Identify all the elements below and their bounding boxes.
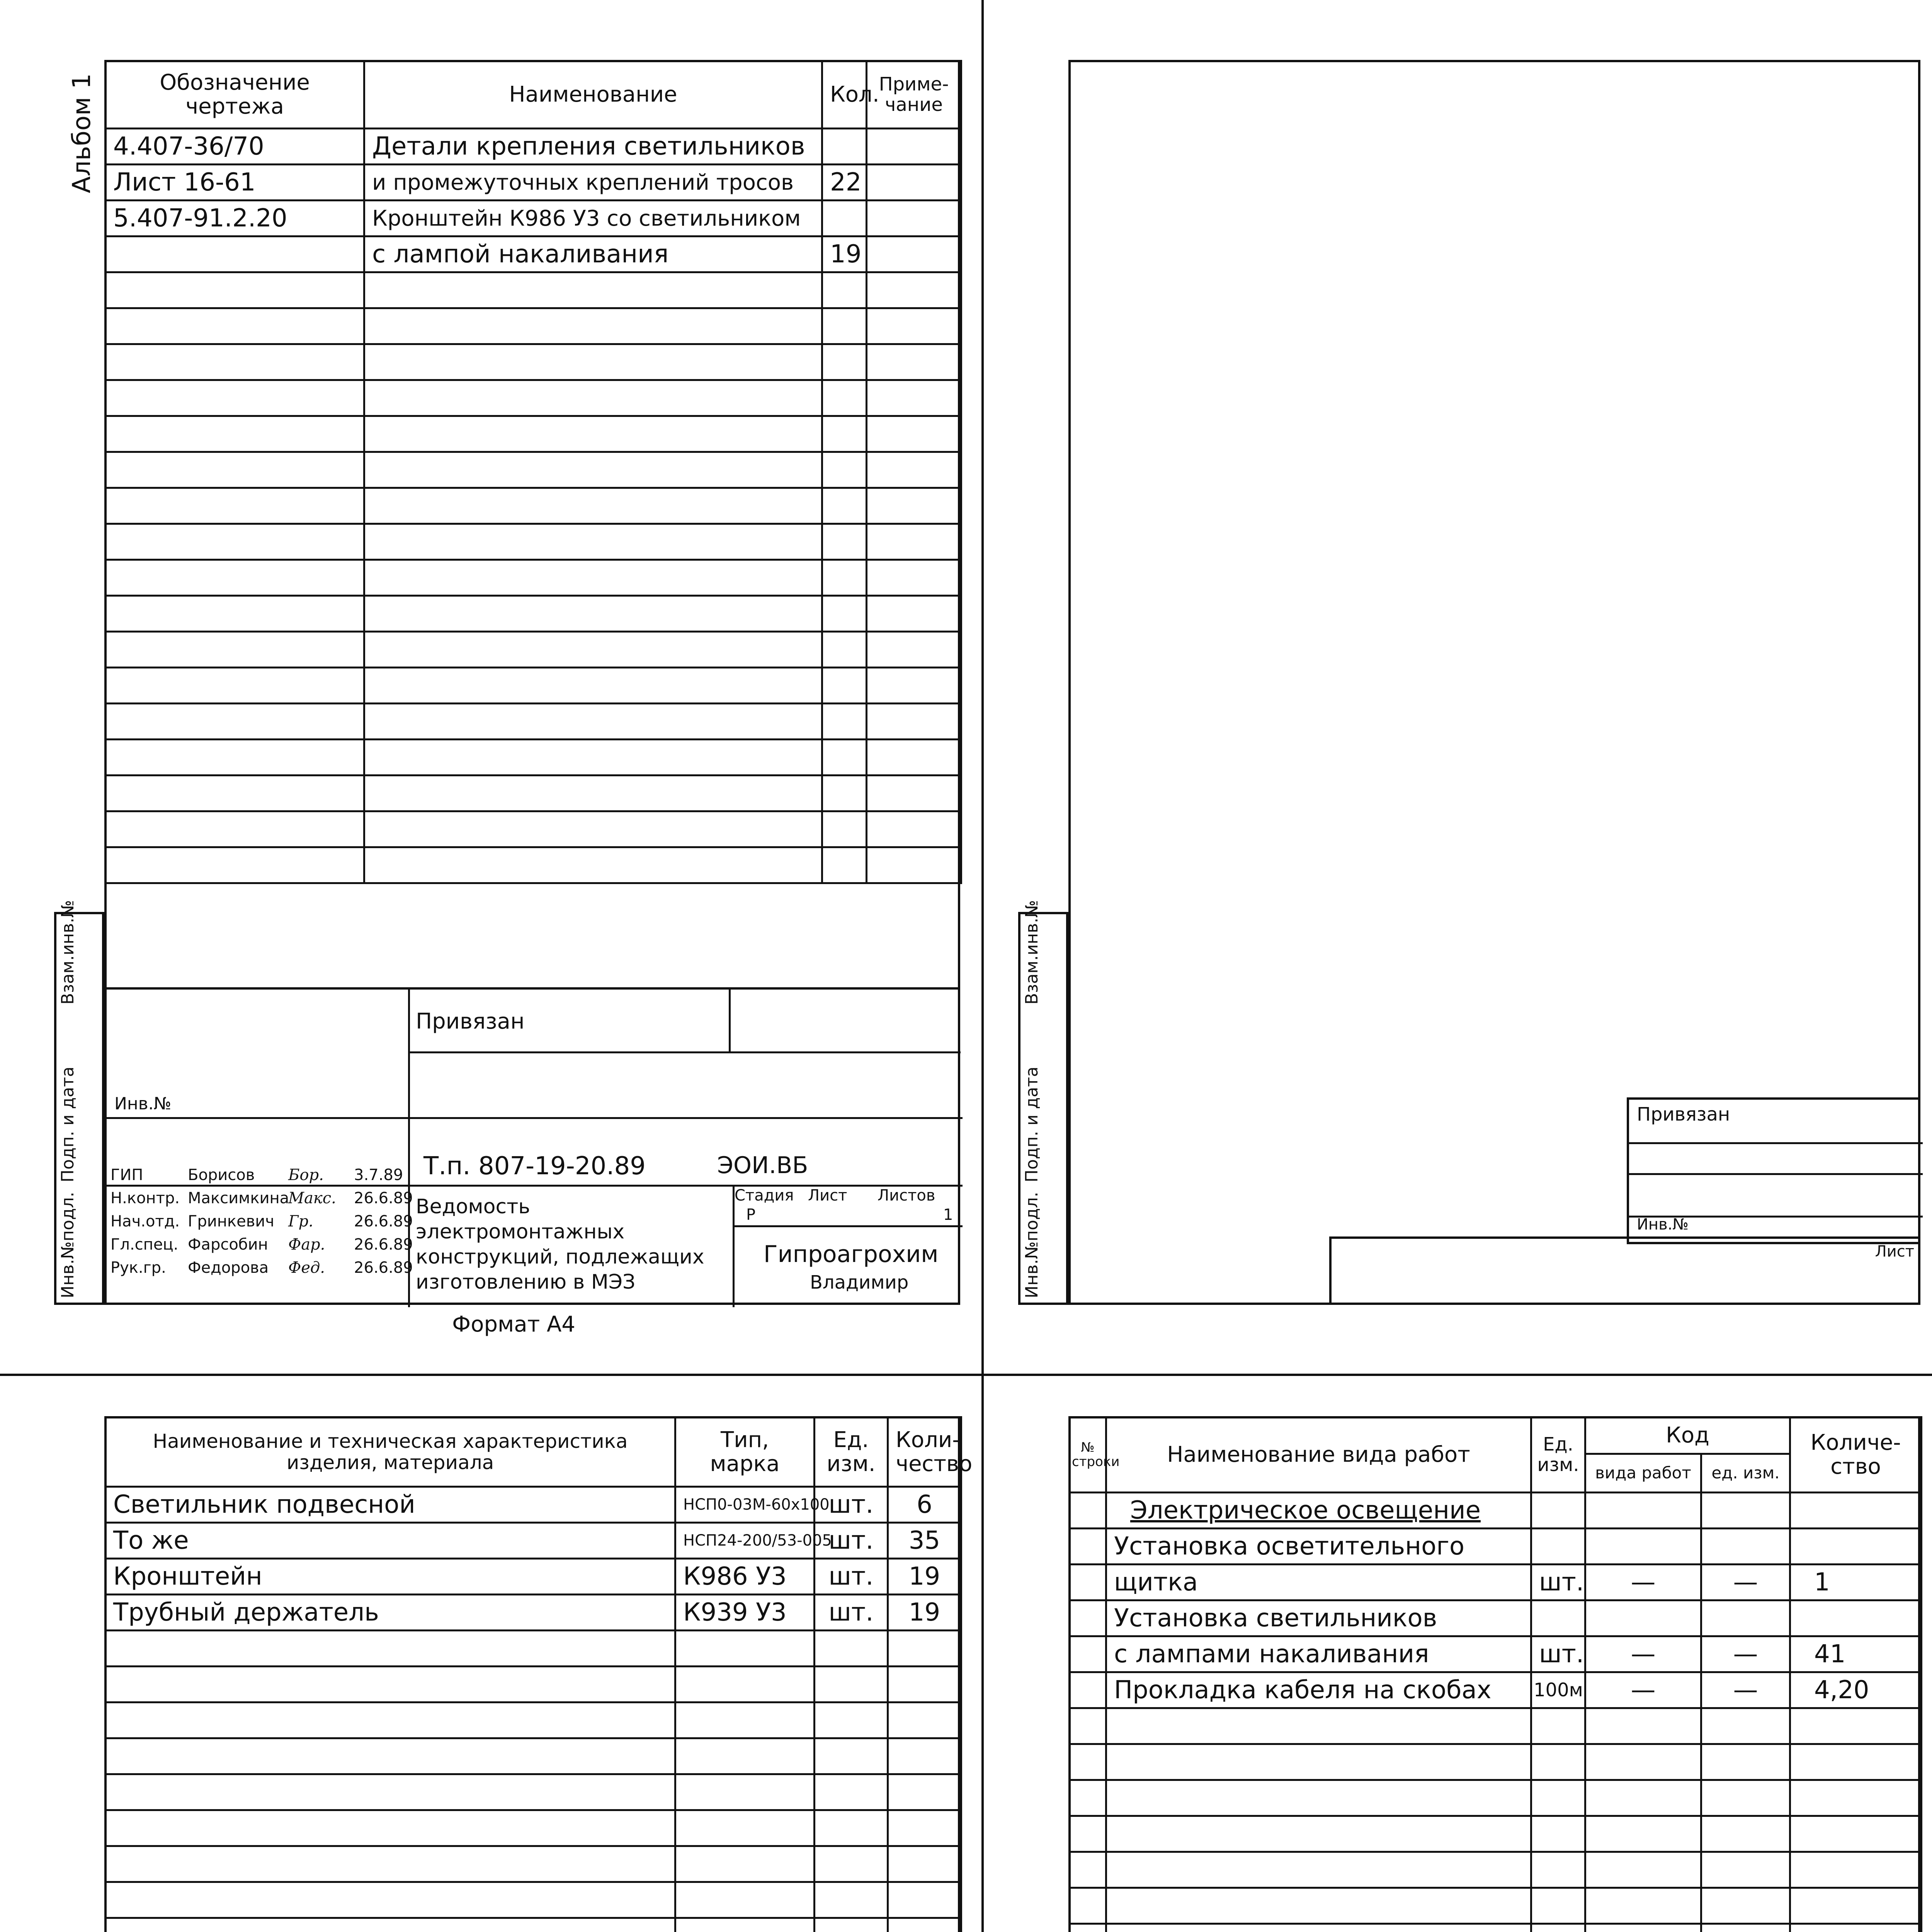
drawing-mark: ЭОИ.ВБ — [717, 1152, 808, 1179]
stamp-side-label: Подп. и дата — [58, 1066, 78, 1182]
privyazan-label: Привязан — [416, 1009, 525, 1034]
signatures: ГИП Борисов Бор. 3.7.89 Н.контр. Максимкина Макс. 26.6.89 Нач.отд. Гринкевич Гр. 26.6.89 Гл.спец. Фарсобин Фар. 26.6.89 Рук.гр. Федорова Фед. 26.6.89 — [111, 1166, 413, 1277]
format-label: Формат А4 — [452, 1312, 575, 1337]
title-block — [104, 987, 960, 1305]
table-row: 5.407-91.2.20 Кронштейн К986 У3 со светильником — [105, 201, 961, 236]
col-header: Обозначение чертежа — [105, 61, 364, 129]
top-left-table — [104, 60, 962, 884]
table-row: с лампой накаливания 19 — [105, 236, 961, 272]
table-row: щитка шт. — — 1 — [1070, 1565, 1922, 1600]
col-header: Наименование — [364, 61, 822, 129]
document-title: Ведомость электромонтажных конструкций, подлежащих изготовлению в МЭЗ — [416, 1195, 704, 1294]
table-row: То же НСП24-200/53-005 шт. 35 — [105, 1523, 961, 1559]
table-row: Установка светильников — [1070, 1600, 1922, 1636]
stamp-side-label: Взам.инв.№ — [58, 900, 78, 1005]
table-row: Светильник подвесной НСП0-03М-60х100 шт. 6 — [105, 1487, 961, 1523]
bottom-right-table: № строки Наименование вида работ Ед. изм. Код Количе- ство вида работ ед. изм. Электрическое освещение Установка осветительного щитка шт. — — 1 Установка светильников с лампами накаливания шт. — — 41 Прокладка кабеля на скобах 100м — — 4,20 — [1068, 1416, 1922, 1932]
table-row: с лампами накаливания шт. — — 41 — [1070, 1636, 1922, 1672]
stage-values: Р 1 — [746, 1206, 953, 1224]
table-row: 4.407-36/70 Детали крепления светильников — [105, 129, 961, 165]
stamp-side-label: Инв.№подл. — [58, 1192, 78, 1298]
album-label: Альбом 1 — [68, 73, 96, 193]
table-row: Лист 16-61 и промежуточных креплений тросов 22 — [105, 165, 961, 201]
table-row: Трубный держатель К939 У3 шт. 19 — [105, 1595, 961, 1631]
table-row: Установка осветительного — [1070, 1529, 1922, 1565]
table-row: Прокладка кабеля на скобах 100м — — 4,20 — [1070, 1672, 1922, 1708]
inv-no-label: Инв.№ — [114, 1094, 172, 1114]
title-block-small: Привязан Инв.№ — [1627, 1097, 1920, 1244]
org-city: Владимир — [810, 1272, 909, 1293]
bottom-left-table: Наименование и техническая характеристика изделия, материала Тип, марка Ед. изм. Коли- чество Светильник подвесной НСП0-03М-60х100 шт. 6 То же НСП24-200/53-005 шт. 35 Кронштейн К986 У3 шт. 19 Трубный держатель К939 У3 шт. 19 — [104, 1416, 962, 1932]
section-row: Электрическое освещение — [1070, 1493, 1922, 1529]
vertical-divider — [981, 0, 984, 1932]
col-header: Приме- чание — [867, 61, 961, 129]
stage-header: Стадия Лист Листов — [735, 1187, 935, 1204]
org-name: Гипроагрохим — [764, 1241, 939, 1268]
col-header: Кол. — [822, 61, 867, 129]
horizontal-divider — [0, 1374, 1932, 1376]
drawing-code: Т.п. 807-19-20.89 — [423, 1152, 646, 1180]
table-row: Кронштейн К986 У3 шт. 19 — [105, 1559, 961, 1595]
